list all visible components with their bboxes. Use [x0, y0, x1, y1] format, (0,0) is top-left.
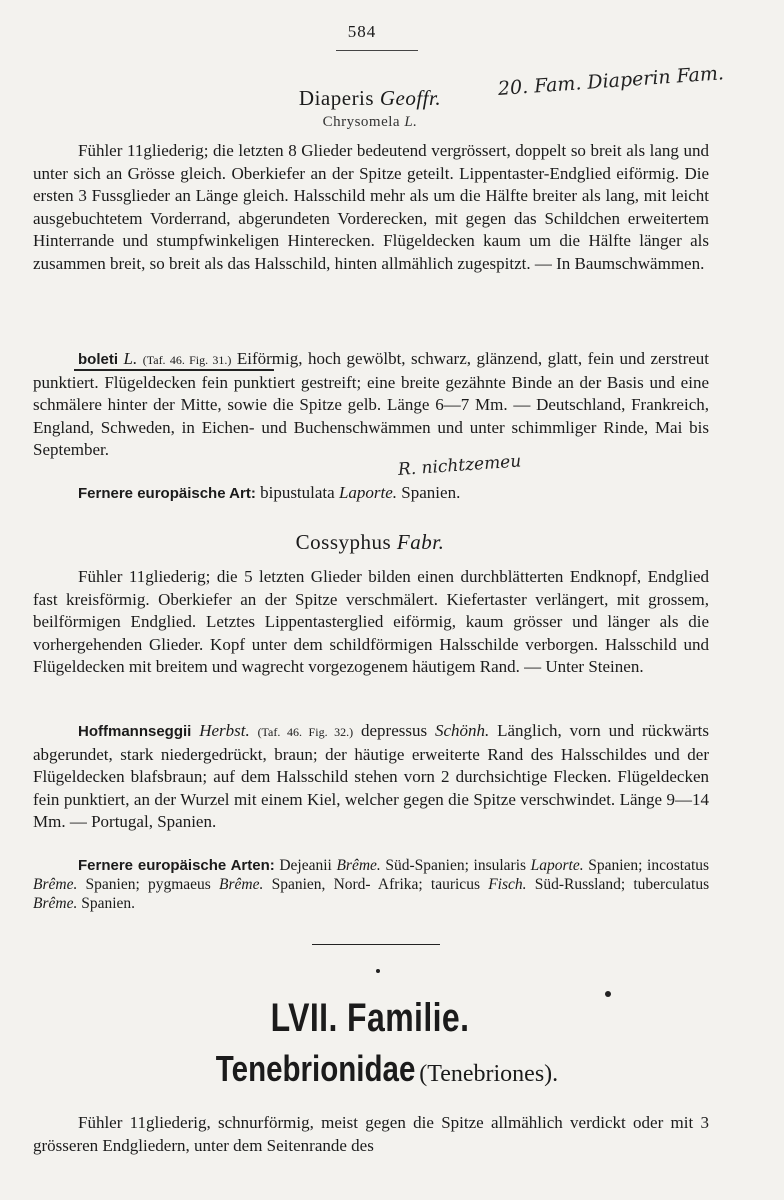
- page-number: 584: [347, 22, 377, 41]
- handwritten-note-top: 20. Fam. Diaperin Fam.: [497, 62, 725, 100]
- divider-dot: [376, 969, 380, 973]
- synonym-name: depressus: [361, 721, 428, 740]
- genus-title-cossyphus: [0, 530, 740, 555]
- species-entry-hoffmannseggii: [33, 720, 709, 834]
- genus-description-cossyphus: Fühler 11gliederig; die 5 letzten Glieder bilden einen durchblätterten Endknopf, Endglied fast kreisförmig. Oberkiefer an der Spitze verschmälert. Kiefertaster verlängert, mit grossem, beilförmigen Endglied. Letztes Lippentasterglied eiförmig, kaum grösser und länger als die vorhergehenden Glieder. Kopf unter dem schildförmigen Halsschilde verborgen. Halsschild und Flügeldecken mit breitem und wagrecht vorgezogenem häutigem Rand. — Unter Steinen.: [33, 567, 709, 676]
- species-entry-boleti: [33, 348, 709, 462]
- further-item: pygmaeus Brême. Spanien, Nord- Afrika;: [147, 876, 423, 893]
- family-name-heading: [0, 1048, 730, 1090]
- further-item: tauricus Fisch. Süd-Russland;: [430, 876, 626, 893]
- further-label: Fernere europäische Art:: [78, 485, 256, 502]
- further-place: Spanien.: [401, 483, 461, 502]
- genus-author: Geoffr.: [379, 86, 442, 110]
- further-author: Laporte.: [338, 483, 398, 502]
- synonym-author: Schönh.: [434, 721, 490, 740]
- genus-name: Cossyphus: [295, 530, 392, 554]
- pencil-underline: [74, 369, 274, 371]
- plate-reference: (Taf. 46. Fig. 32.): [257, 725, 354, 739]
- further-item: insularis Laporte. Spanien;: [473, 857, 643, 874]
- further-species-cossyphus: [33, 856, 709, 913]
- family-alt-name: (Tenebriones).: [419, 1061, 559, 1087]
- further-label: Fernere europäische Arten:: [78, 857, 275, 874]
- family-number-title: LVII. Familie.: [270, 996, 470, 1040]
- further-item: tuberculatus Brême. Spanien.: [33, 876, 710, 912]
- species-author: Herbst.: [199, 721, 250, 740]
- further-item: Dejeanii Brême. Süd-Spanien;: [279, 857, 469, 874]
- species-author: L.: [123, 349, 138, 368]
- page-number-rule: [336, 50, 418, 51]
- species-name: Hoffmannseggii: [78, 723, 192, 740]
- family-description: Fühler 11gliederig, schnurförmig, meist gegen die Spitze allmählich verdickt oder mit 3 grösseren Endgliedern, unter dem Seitenrande des: [33, 1113, 709, 1155]
- species-description: Länglich, vorn und rückwärts abgerundet, stark niedergedrückt, braun; der häutige erweiterte Rand des Halsschildes und der Flügeldecken blafsbraun; auf dem Halsschild stehen vorn 2 durchsichtige Flecken. Flügeldecken fein punktiert, an der Wurzel mit einem Kiel, welcher gegen die Spitze verschwindet. Länge 9—14 Mm. — Portugal, Spanien.: [33, 721, 709, 831]
- synonym-author: L.: [404, 114, 418, 130]
- genus-description-diaperis: Fühler 11gliederig; die letzten 8 Glieder bedeutend vergrössert, doppelt so breit als lang und unter sich an Grösse gleich. Oberkiefer an der Spitze geteilt. Lippentaster-Endglied eiförmig. Die ersten 3 Fussglieder an Länge gleich. Halsschild mehr als um die Hälfte breiter als lang, mit leicht ausgebuchtetem Vorderrand, abgerundeten Vorderecken, mit gegen das Schildchen erweitertem Hinterrande und stumpfwinkeligen Hinterecken. Flügeldecken kaum um die Hälfte länger als zusammen breit, so breit als das Halsschild, hinten allmählich zugespitzt. — In Baumschwämmen.: [33, 141, 709, 273]
- genus-name: Diaperis: [298, 86, 375, 110]
- species-name: boleti: [78, 351, 118, 368]
- plate-reference: (Taf. 46. Fig. 31.): [142, 353, 232, 367]
- further-item: incostatus Brême. Spanien;: [33, 857, 710, 893]
- section-divider: [312, 944, 440, 945]
- further-name: bipustulata: [260, 483, 335, 502]
- genus-synonym-diaperis: [0, 114, 740, 131]
- family-name: Tenebrionidae: [215, 1048, 416, 1089]
- handwritten-note-boleti: R. nichtzemeu: [397, 451, 522, 480]
- further-species-diaperis: [33, 482, 709, 506]
- synonym-name: Chrysomela: [322, 114, 401, 130]
- species-description: Eiförmig, hoch gewölbt, schwarz, glänzend, glatt, fein und zerstreut punktiert. Flügeldecken fein punktiert gestreift; eine breite gezähnte Binde an der Basis und eine schmälere hinter der Mitte, sowie die Spitze gelb. Länge 6—7 Mm. — Deutschland, Frankreich, England, Schweden, in Eichen- und Buchenschwämmen und unter schimmliger Rinde, Mai bis September.: [33, 349, 710, 459]
- genus-author: Fabr.: [396, 530, 445, 554]
